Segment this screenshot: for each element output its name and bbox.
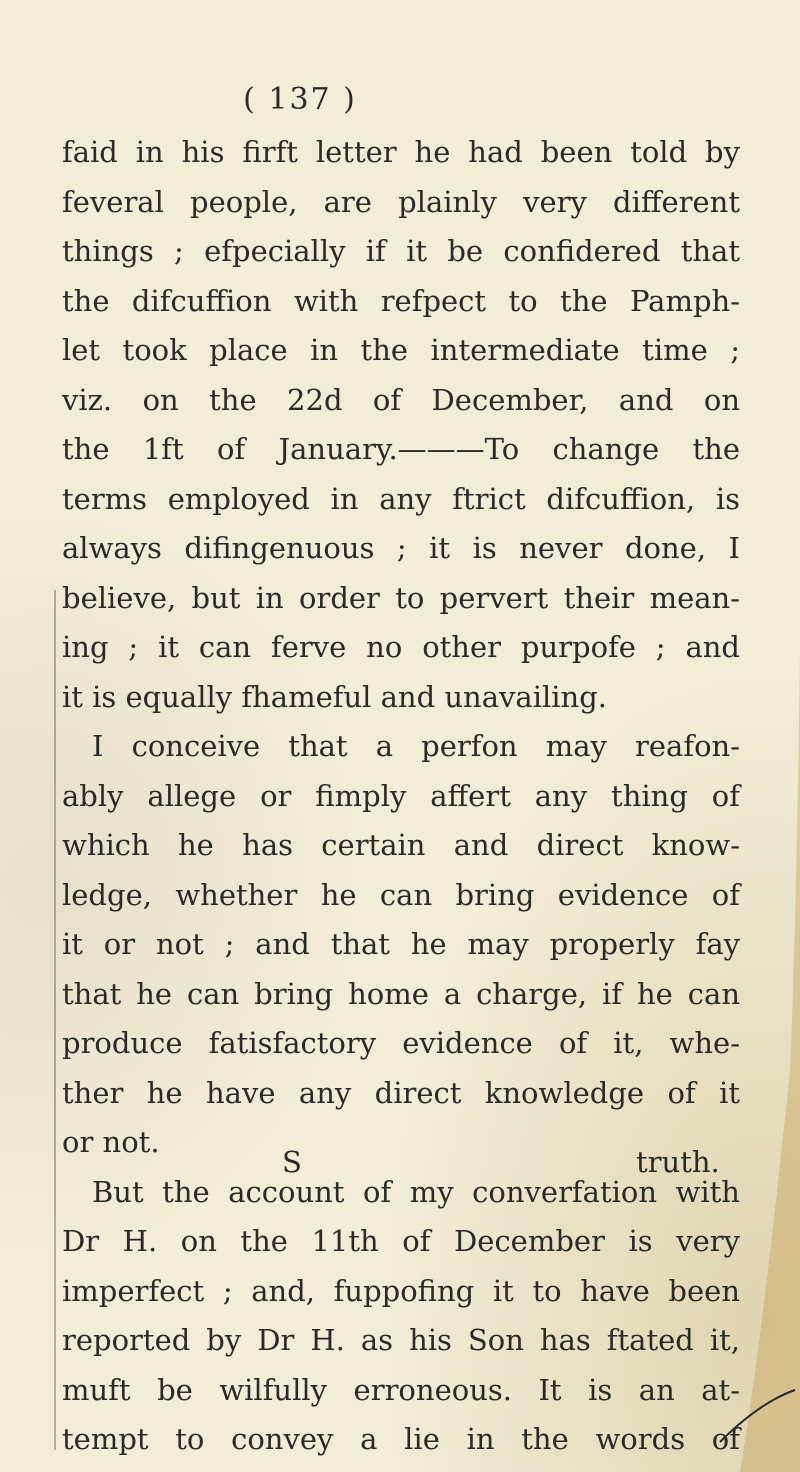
binding-edge-shadow — [54, 590, 56, 1450]
text-line: let took place in the intermediate time ; — [62, 333, 740, 367]
page-number: ( 137 ) — [243, 82, 357, 117]
signature-mark: S — [282, 1145, 302, 1179]
text-line: ther he have any direct knowledge of it — [62, 1075, 740, 1110]
text-line: ably allege or fimply affert any thing of — [62, 778, 740, 813]
text-line: faid in his firft letter he had been told by — [62, 135, 740, 169]
text-line: the 1ft of January.———To change the — [62, 432, 740, 466]
text-line: ing ; it can ferve no other purpofe ; and — [62, 630, 740, 664]
page-corner-stain — [680, 652, 800, 1472]
text-line: reported by Dr H. as his Son has ftated it, — [62, 1323, 740, 1357]
text-line: muft be wilfully erroneous. It is an at- — [62, 1372, 740, 1407]
paragraph-start-line: I conceive that a perfon may reafon- — [92, 729, 740, 763]
text-line: that he can bring home a charge, if he can — [62, 976, 740, 1011]
catchword: truth. — [636, 1145, 720, 1179]
paragraph-start-line: But the account of my converfation with — [92, 1174, 740, 1209]
text-line: imperfect ; and, fuppofing it to have been — [62, 1273, 740, 1308]
text-line: always difingenuous ; it is never done, I — [62, 531, 740, 565]
text-line: produce fatisfactory evidence of it, whe- — [62, 1026, 740, 1060]
text-line: ledge, whether he can bring evidence of — [62, 877, 740, 912]
text-line: viz. on the 22d of December, and on — [62, 382, 740, 417]
text-line: which he has certain and direct know- — [62, 828, 740, 862]
text-line: feveral people, are plainly very different — [62, 184, 740, 219]
text-line: it or not ; and that he may properly fay — [62, 927, 740, 961]
text-line: or not. — [62, 1125, 160, 1159]
body-text — [62, 128, 740, 1465]
text-line: tempt to convey a lie in the words of — [62, 1422, 740, 1456]
text-line: believe, but in order to pervert their mean- — [62, 580, 740, 615]
text-line: it is equally fhameful and unavailing. — [62, 679, 607, 714]
text-line: the difcuffion with refpect to the Pamph- — [62, 283, 740, 318]
text-line: things ; efpecially if it be confidered that — [62, 234, 740, 268]
text-line: terms employed in any ftrict difcuffion, is — [62, 481, 740, 516]
text-line: Dr H. on the 11th of December is very — [62, 1224, 740, 1258]
